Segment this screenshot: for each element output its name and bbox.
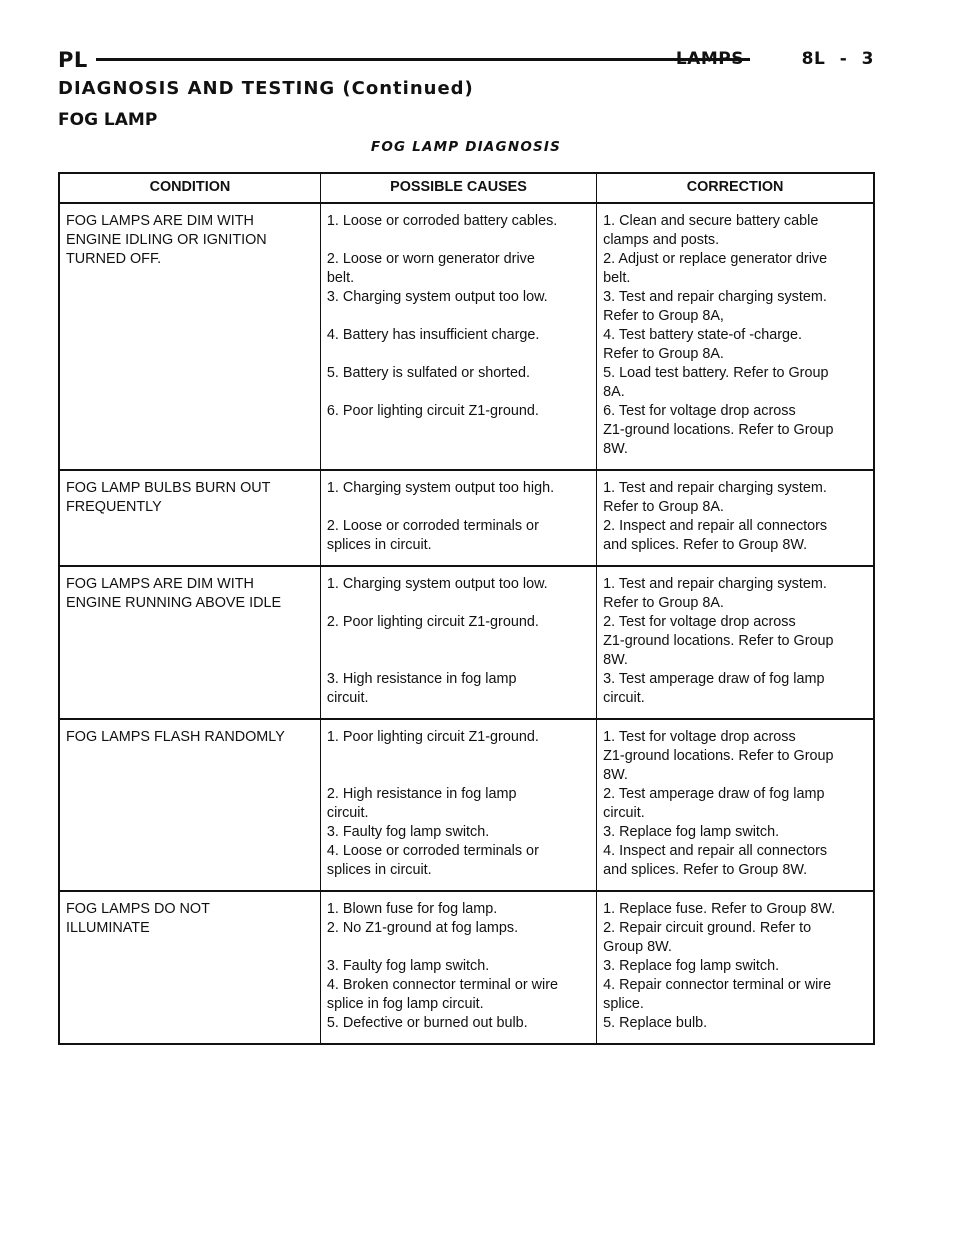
cause-item: [327, 479, 590, 517]
correction-text: 5. Replace bulb.: [603, 1015, 708, 1031]
condition-cell: [59, 566, 320, 719]
table-row: [59, 470, 874, 566]
causes-cell: [320, 891, 596, 1044]
cause-text: 2. No Z1-ground at fog lamps.: [326, 920, 519, 936]
correction-text: Refer to Group 8A,: [603, 308, 724, 324]
cause-spacer: [327, 383, 590, 402]
condition-text: TURNED OFF.: [66, 251, 162, 267]
cause-text: 2. Poor lighting circuit Z1-ground.: [326, 614, 539, 630]
table-header-row: [59, 173, 874, 203]
correction-cell: [597, 203, 874, 470]
column-header-causes: POSSIBLE CAUSES: [320, 173, 596, 203]
condition-text: ENGINE RUNNING ABOVE IDLE: [66, 595, 282, 611]
correction-item: [603, 957, 867, 976]
correction-text: circuit.: [603, 690, 645, 706]
correction-text: 1. Test and repair charging system.: [603, 576, 827, 592]
cause-text: 1. Charging system output too low.: [326, 576, 548, 592]
header-page-ref: LAMPS 8L - 3: [675, 49, 874, 69]
correction-item: [603, 517, 867, 555]
condition-text: FOG LAMP BULBS BURN OUT: [66, 480, 271, 496]
cause-item: [327, 364, 590, 402]
correction-cell: [597, 470, 874, 566]
cause-text: splice in fog lamp circuit.: [326, 996, 484, 1012]
cause-item: [327, 575, 590, 613]
correction-item: [603, 364, 867, 402]
cause-spacer: [327, 498, 590, 517]
column-header-correction: CORRECTION: [597, 173, 874, 203]
cause-text: 1. Charging system output too high.: [326, 480, 555, 496]
cause-text: 5. Defective or burned out bulb.: [326, 1015, 528, 1031]
correction-text: belt.: [603, 270, 631, 286]
correction-text: 3. Test amperage draw of fog lamp: [603, 671, 825, 687]
correction-text: and splices. Refer to Group 8W.: [603, 537, 808, 553]
correction-text: 3. Test and repair charging system.: [603, 289, 827, 305]
cause-spacer: [327, 938, 590, 957]
table-row: [59, 566, 874, 719]
correction-text: 2. Inspect and repair all connectors: [603, 518, 828, 534]
condition-text: FOG LAMPS FLASH RANDOMLY: [66, 729, 285, 745]
correction-text: Refer to Group 8A.: [603, 346, 724, 362]
cause-spacer: [327, 651, 590, 670]
table-row: [59, 203, 874, 470]
cause-spacer: [327, 440, 590, 459]
cause-spacer: [327, 747, 590, 766]
table-title: FOG LAMP DIAGNOSIS: [370, 139, 562, 155]
correction-item: [603, 326, 867, 364]
cause-text: circuit.: [326, 690, 369, 706]
cause-item: [327, 900, 590, 919]
cause-spacer: [327, 421, 590, 440]
page-header: [58, 44, 874, 74]
correction-text: 4. Inspect and repair all connectors: [603, 843, 828, 859]
condition-text: FOG LAMPS ARE DIM WITH: [66, 213, 254, 229]
cause-text: circuit.: [326, 805, 369, 821]
causes-cell: [320, 470, 596, 566]
cause-spacer: [327, 766, 590, 785]
cause-item: [327, 1014, 590, 1033]
cause-text: 1. Poor lighting circuit Z1-ground.: [326, 729, 539, 745]
cause-spacer: [327, 345, 590, 364]
correction-text: circuit.: [603, 805, 645, 821]
correction-text: splice.: [603, 996, 644, 1012]
correction-cell: [597, 566, 874, 719]
cause-item: [327, 517, 590, 555]
condition-cell: [59, 891, 320, 1044]
condition-text: FREQUENTLY: [66, 499, 162, 515]
diagnosis-table: [58, 172, 875, 1045]
correction-item: [603, 900, 867, 919]
condition-text: FOG LAMPS DO NOT: [66, 901, 210, 917]
correction-text: 4. Repair connector terminal or wire: [603, 977, 832, 993]
cause-text: 3. Charging system output too low.: [326, 289, 548, 305]
correction-item: [603, 919, 867, 957]
cause-text: 2. Loose or worn generator drive: [326, 251, 535, 267]
cause-item: [327, 288, 590, 326]
condition-cell: [59, 470, 320, 566]
correction-text: Z1-ground locations. Refer to Group: [603, 422, 834, 438]
correction-item: [603, 728, 867, 785]
cause-text: 2. High resistance in fog lamp: [326, 786, 517, 802]
cause-item: [327, 212, 590, 250]
correction-item: [603, 1014, 867, 1033]
cause-text: splices in circuit.: [326, 862, 432, 878]
cause-spacer: [327, 307, 590, 326]
correction-text: 1. Clean and secure battery cable: [603, 213, 819, 229]
cause-item: [327, 670, 590, 708]
column-header-condition: CONDITION: [59, 173, 320, 203]
correction-text: 3. Replace fog lamp switch.: [603, 824, 780, 840]
correction-item: [603, 288, 867, 326]
correction-text: Group 8W.: [603, 939, 672, 955]
correction-item: [603, 823, 867, 842]
correction-item: [603, 785, 867, 823]
section-title: DIAGNOSIS AND TESTING (Continued): [58, 78, 474, 99]
condition-cell: [59, 719, 320, 891]
condition-cell: [59, 203, 320, 470]
correction-text: 3. Replace fog lamp switch.: [603, 958, 780, 974]
cause-text: 4. Broken connector terminal or wire: [326, 977, 559, 993]
causes-cell: [320, 203, 596, 470]
cause-text: 2. Loose or corroded terminals or: [326, 518, 539, 534]
cause-item: [327, 919, 590, 957]
correction-item: [603, 976, 867, 1014]
condition-text: ILLUMINATE: [66, 920, 150, 936]
correction-text: 1. Replace fuse. Refer to Group 8W.: [603, 901, 836, 917]
cause-text: belt.: [326, 270, 355, 286]
correction-item: [603, 575, 867, 613]
causes-cell: [320, 719, 596, 891]
cause-text: 6. Poor lighting circuit Z1-ground.: [326, 403, 539, 419]
cause-item: [327, 976, 590, 1014]
causes-cell: [320, 566, 596, 719]
correction-item: [603, 670, 867, 708]
table-row: [59, 891, 874, 1044]
correction-text: Z1-ground locations. Refer to Group: [603, 748, 834, 764]
correction-text: 8W.: [603, 652, 628, 668]
cause-text: 4. Battery has insufficient charge.: [326, 327, 540, 343]
correction-text: 1. Test and repair charging system.: [603, 480, 827, 496]
table-body: [59, 203, 874, 1044]
correction-text: Refer to Group 8A.: [603, 499, 724, 515]
correction-text: Refer to Group 8A.: [603, 595, 724, 611]
cause-text: 5. Battery is sulfated or shorted.: [326, 365, 531, 381]
cause-item: [327, 957, 590, 976]
condition-text: FOG LAMPS ARE DIM WITH: [66, 576, 254, 592]
header-rule: [96, 58, 750, 61]
correction-text: Z1-ground locations. Refer to Group: [603, 633, 834, 649]
cause-text: 4. Loose or corroded terminals or: [326, 843, 539, 859]
correction-cell: [597, 891, 874, 1044]
cause-text: 3. Faulty fog lamp switch.: [326, 958, 490, 974]
cause-text: splices in circuit.: [326, 537, 432, 553]
correction-text: clamps and posts.: [603, 232, 720, 248]
correction-item: [603, 479, 867, 517]
correction-text: and splices. Refer to Group 8W.: [603, 862, 808, 878]
cause-text: 1. Blown fuse for fog lamp.: [326, 901, 498, 917]
correction-text: 8W.: [603, 441, 628, 457]
cause-text: 1. Loose or corroded battery cables.: [326, 213, 558, 229]
cause-text: 3. High resistance in fog lamp: [326, 671, 517, 687]
cause-item: [327, 842, 590, 880]
header-vehicle-code: PL: [58, 48, 88, 72]
cause-spacer: [327, 231, 590, 250]
correction-text: 6. Test for voltage drop across: [603, 403, 796, 419]
correction-text: 5. Load test battery. Refer to Group: [603, 365, 829, 381]
cause-item: [327, 613, 590, 670]
correction-text: 1. Test for voltage drop across: [603, 729, 796, 745]
cause-spacer: [327, 594, 590, 613]
subsection-title: FOG LAMP: [58, 110, 158, 130]
correction-text: 2. Adjust or replace generator drive: [603, 251, 828, 267]
correction-cell: [597, 719, 874, 891]
cause-item: [327, 326, 590, 364]
correction-item: [603, 613, 867, 670]
cause-item: [327, 402, 590, 459]
correction-text: 8W.: [603, 767, 628, 783]
correction-item: [603, 212, 867, 250]
table-row: [59, 719, 874, 891]
correction-text: 2. Test amperage draw of fog lamp: [603, 786, 825, 802]
cause-text: 3. Faulty fog lamp switch.: [326, 824, 490, 840]
cause-item: [327, 250, 590, 288]
correction-text: 2. Test for voltage drop across: [603, 614, 796, 630]
correction-item: [603, 842, 867, 880]
cause-item: [327, 785, 590, 823]
cause-item: [327, 823, 590, 842]
correction-item: [603, 250, 867, 288]
cause-item: [327, 728, 590, 785]
correction-text: 2. Repair circuit ground. Refer to: [603, 920, 812, 936]
correction-text: 4. Test battery state-of -charge.: [603, 327, 803, 343]
correction-text: 8A.: [603, 384, 625, 400]
correction-item: [603, 402, 867, 459]
cause-spacer: [327, 632, 590, 651]
condition-text: ENGINE IDLING OR IGNITION: [66, 232, 267, 248]
